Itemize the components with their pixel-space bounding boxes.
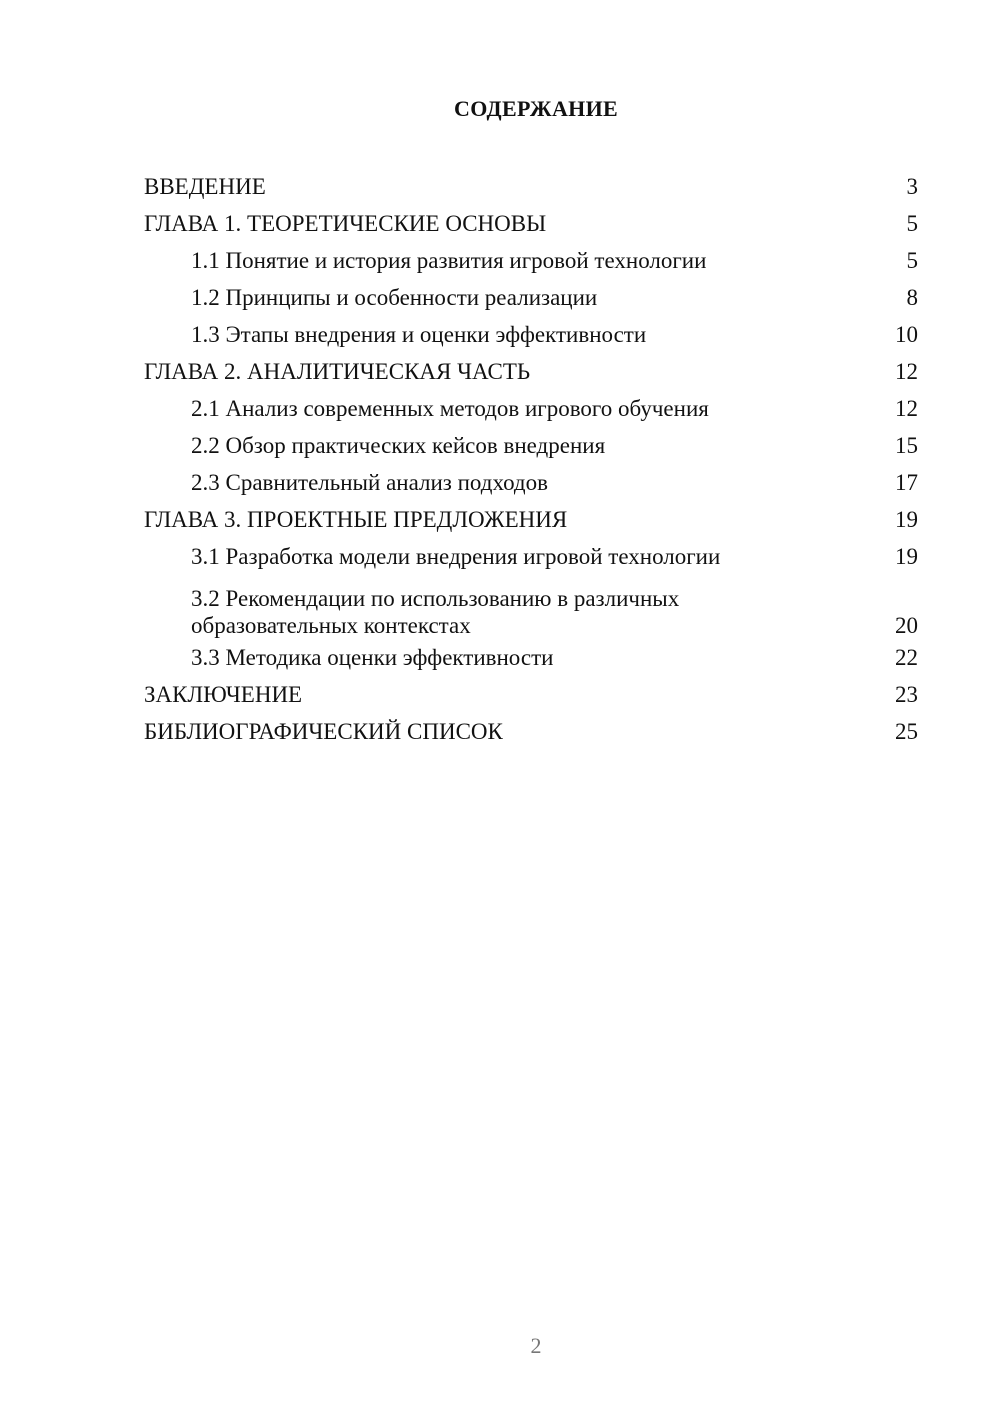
toc-entry-section-2-1 xyxy=(144,390,918,427)
toc-entry-page: 12 xyxy=(895,359,918,384)
toc-entry-label: БИБЛИОГРАФИЧЕСКИЙ СПИСОК xyxy=(144,719,503,744)
toc-entry-page: 8 xyxy=(906,285,918,310)
toc-entry-label: 3.1 Разработка модели внедрения игровой технологии xyxy=(191,544,721,569)
toc-entry-section-3-2 xyxy=(144,575,918,639)
toc-entry-conclusion xyxy=(144,676,918,713)
toc-title: СОДЕРЖАНИЕ xyxy=(454,96,618,121)
toc-entry-label: 1.2 Принципы и особенности реализации xyxy=(191,285,598,310)
toc-entry-section-2-2 xyxy=(144,427,918,464)
toc-entry-page: 25 xyxy=(895,719,918,744)
toc-entry-section-1-1 xyxy=(144,242,918,279)
toc-entry-chapter-2 xyxy=(144,353,918,390)
toc-entry-page: 17 xyxy=(895,470,918,495)
toc-entry-label: ГЛАВА 2. АНАЛИТИЧЕСКАЯ ЧАСТЬ xyxy=(144,359,531,384)
page-number: 2 xyxy=(530,1333,542,1358)
toc-entry-section-3-1 xyxy=(144,538,918,575)
toc-entry-label: ВВЕДЕНИЕ xyxy=(144,174,266,199)
toc-entry-section-3-3 xyxy=(144,639,918,676)
toc-entry-label: 2.1 Анализ современных методов игрового обучения xyxy=(191,396,709,421)
toc-entry-page: 20 xyxy=(895,613,918,638)
toc-entry-label: ГЛАВА 3. ПРОЕКТНЫЕ ПРЕДЛОЖЕНИЯ xyxy=(144,507,568,532)
toc-entry-section-2-3 xyxy=(144,464,918,501)
toc-entry-page: 15 xyxy=(895,433,918,458)
toc-entry-page: 5 xyxy=(906,248,918,273)
toc-entry-chapter-1 xyxy=(144,205,918,242)
toc-entry-label: 3.3 Методика оценки эффективности xyxy=(191,645,554,670)
toc-entry-page: 22 xyxy=(895,645,918,670)
toc-entry-label: ЗАКЛЮЧЕНИЕ xyxy=(144,682,303,707)
toc-entry-page: 19 xyxy=(895,507,918,532)
toc-entry-label: 2.3 Сравнительный анализ подходов xyxy=(191,470,548,495)
toc-entry-introduction xyxy=(144,168,918,205)
toc-entry-section-1-3 xyxy=(144,316,918,353)
toc-entry-label: 3.2 Рекомендации по использованию в различных образовательных контекстах xyxy=(191,586,680,638)
toc-entry-section-1-2 xyxy=(144,279,918,316)
toc-entry-label: 1.1 Понятие и история развития игровой технологии xyxy=(191,248,707,273)
toc-entry-chapter-3 xyxy=(144,501,918,538)
toc-entry-label: ГЛАВА 1. ТЕОРЕТИЧЕСКИЕ ОСНОВЫ xyxy=(144,211,547,236)
toc-entry-page: 23 xyxy=(895,682,918,707)
toc-entry-page: 12 xyxy=(895,396,918,421)
toc-entry-page: 10 xyxy=(895,322,918,347)
toc-entry-page: 5 xyxy=(906,211,918,236)
toc-entry-page: 19 xyxy=(895,544,918,569)
toc-entry-label: 1.3 Этапы внедрения и оценки эффективности xyxy=(191,322,647,347)
table-of-contents xyxy=(144,168,918,750)
toc-entry-label: 2.2 Обзор практических кейсов внедрения xyxy=(191,433,606,458)
toc-entry-bibliography xyxy=(144,713,918,750)
toc-entry-page: 3 xyxy=(906,174,918,199)
